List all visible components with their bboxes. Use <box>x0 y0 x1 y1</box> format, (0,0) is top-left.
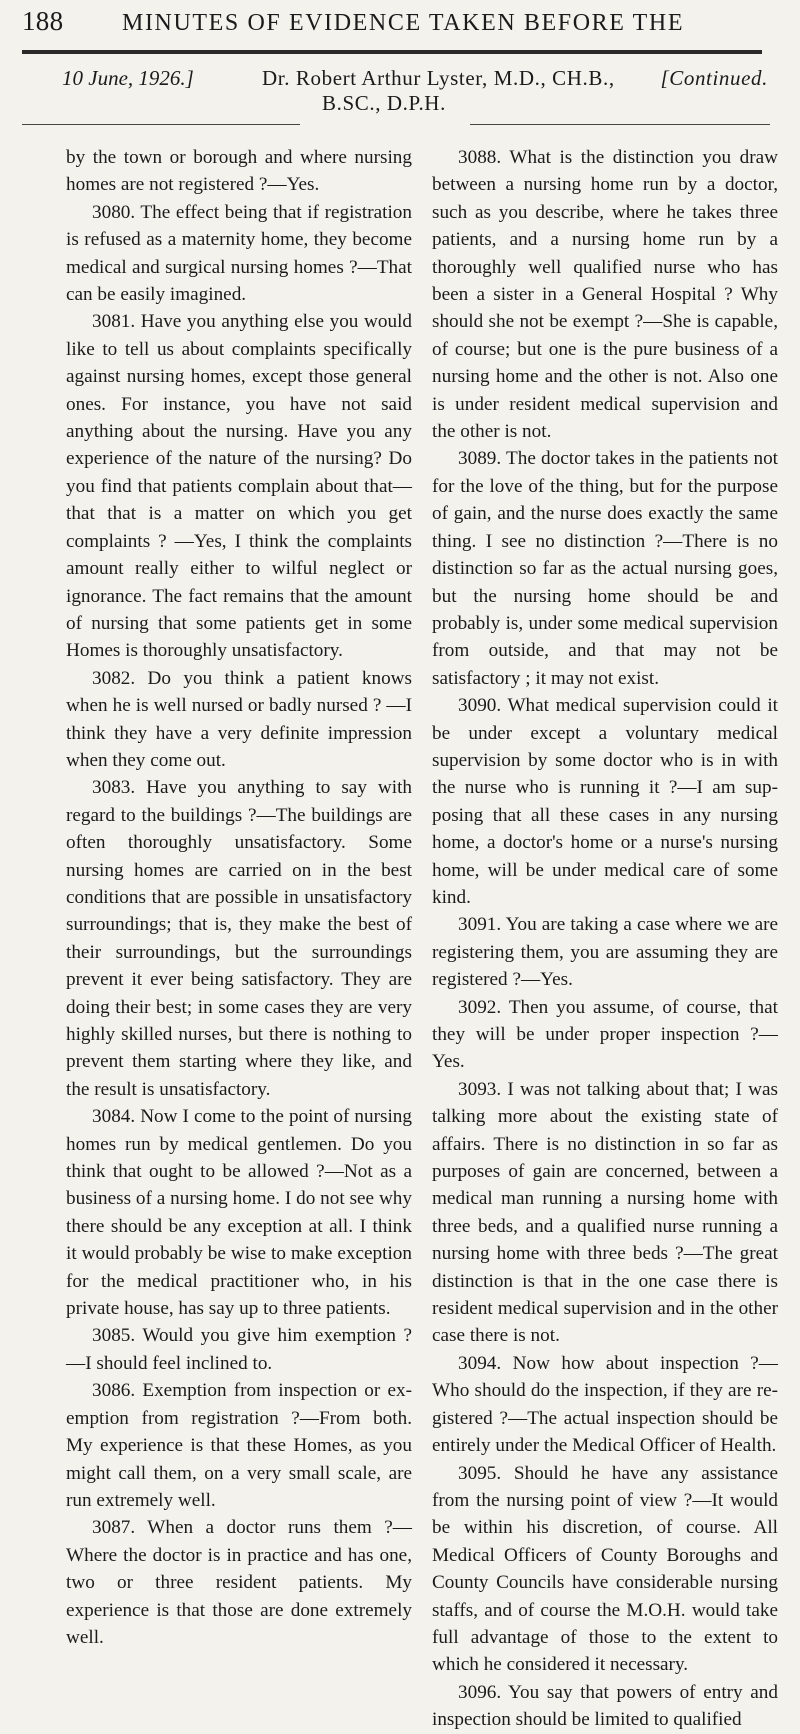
paragraph: 3091. You are taking a case where we are registering them, you are assuming they are registered ?—Yes. <box>432 914 778 991</box>
witness-degrees: B.SC., D.P.H. <box>322 91 446 115</box>
paragraph: 3092. Then you assume, of course, that they will be under proper inspection ?— Yes. <box>432 996 778 1073</box>
witness-line <box>262 66 782 116</box>
paragraph: 3082. Do you think a patient knows when he is well nursed or badly nursed ? —I think they have a very definite impression when they come out. <box>66 667 412 771</box>
paragraph: 3080. The effect being that if registration is refused as a maternity home, they become medical and surgical nursing homes ?—That can be easily imagined. <box>66 201 412 306</box>
left-column <box>66 144 412 1648</box>
page-number: 188 <box>22 6 64 36</box>
page-heading: MINUTES OF EVIDENCE TAKEN BEFORE THE <box>122 10 685 36</box>
paragraph: by the town or borough and where nursing homes are not registered ?—Yes. <box>66 147 412 196</box>
sub-rule-left <box>22 124 300 125</box>
paragraph: 3093. I was not talking about that; I was talking more about the existing state of affairs. There is no distinction in so far as purposes of gain are concerned, between a medical man running a nursing home with three beds, and a qualified nurse running a nursing home with three beds ?—The great distinction is that in the one case there is resident medical supervision and in the other case there is not. <box>432 1078 778 1347</box>
continued-label: [Continued. <box>660 66 768 90</box>
right-column <box>432 144 778 1731</box>
paragraph: 3087. When a doctor runs them ?— Where the doctor is in practice and has one, two or three resident patients. My experience is that those are done extremely well. <box>66 1517 412 1648</box>
running-head <box>22 6 782 46</box>
paragraph: 3094. Now how about inspection ?—Who should do the inspection, if they are registered ?—The actual inspection should be entirely under the Medical Officer of Health. <box>432 1352 778 1457</box>
witness-name: Dr. Robert Arthur Lyster, M.D., CH.B., <box>262 66 615 90</box>
paragraph: 3090. What medical supervision could it be under except a voluntary medical supervision by some doctor who is in with the nurse who is running it ?—I am supposing that all these cases in any nursing home, a doctor's home or a nurse's nursing home, will be under medical care of some kind. <box>432 695 778 908</box>
paragraph: 3083. Have you anything to say with regard to the buildings ?—The buildings are often thoroughly unsatisfactory. Some nursing homes are carried on in the best conditions that are possible in unsatisfactory surroundings; that is, they make the best of their surroundings, but the surroundings prevent it ever being satisfactory. They are doing their best; in some cases they are very highly skilled nurses, but there is nothing to prevent them starting where they like, and the result is unsatisfactory. <box>66 777 412 1100</box>
paragraph: 3095. Should he have any assistance from the nursing point of view ?—It would be within his discretion, of course. All Medical Officers of County Boroughs and County Councils have considerable nursing staffs, and of course the M.O.H. would take full advantage of those to the extent to which he considered it necessary. <box>432 1462 778 1676</box>
session-date: 10 June, 1926.] <box>62 66 194 90</box>
paragraph: 3081. Have you anything else you would like to tell us about complaints specifically against nursing homes, except those general ones. For instance, you have not said anything about the nursing. Have you any experience of the nature of the nursing? Do you find that patients complain about that—that that is a matter on which you get complaints ? —Yes, I think the complaints amount really either to wilful neglect or ignorance. The fact remains that the amount of nursing that some patients get in some Homes is thoroughly unsatisfactory. <box>66 311 412 662</box>
paragraph: 3089. The doctor takes in the patients not for the love of the thing, but for the purpose of gain, and the nurse does exactly the same thing. I see no distinction ?—There is no distinction so far as the actual nursing goes, but the nursing home should be and probably is, under some medical supervision from outside, and that may not be satisfactory ; it may not exist. <box>432 448 778 689</box>
paragraph: 3084. Now I come to the point of nursing homes run by medical gentlemen. Do you think that ought to be allowed ?—Not as a business of a nursing home. I do not see why there should be any exception at all. I think it would probably be wise to make exception for the medical practitioner who, in his private house, has say up to three patients. <box>66 1106 412 1320</box>
sub-rule-right <box>470 124 770 125</box>
paragraph: 3096. You say that powers of entry and inspection should be limited to qualified <box>432 1681 778 1731</box>
paragraph: 3086. Exemption from inspection or exemption from registration ?—From both. My experience is that these Homes, as you might call them, on a very small scale, are run extremely well. <box>66 1380 412 1511</box>
header-rule <box>22 50 762 54</box>
paragraph: 3085. Would you give him exemption ? —I should feel inclined to. <box>66 1325 412 1374</box>
paragraph: 3088. What is the distinction you draw between a nursing home run by a doctor, such as you describe, where he takes three patients, and a nursing home run by a thoroughly well qualified nurse who has been a sister in a General Hospital ? Why should she not be exempt ?—She is capable, of course; but one is the pure business of a nursing home and the other is not. Also one is under resident medical supervision and the other is not. <box>432 147 778 443</box>
